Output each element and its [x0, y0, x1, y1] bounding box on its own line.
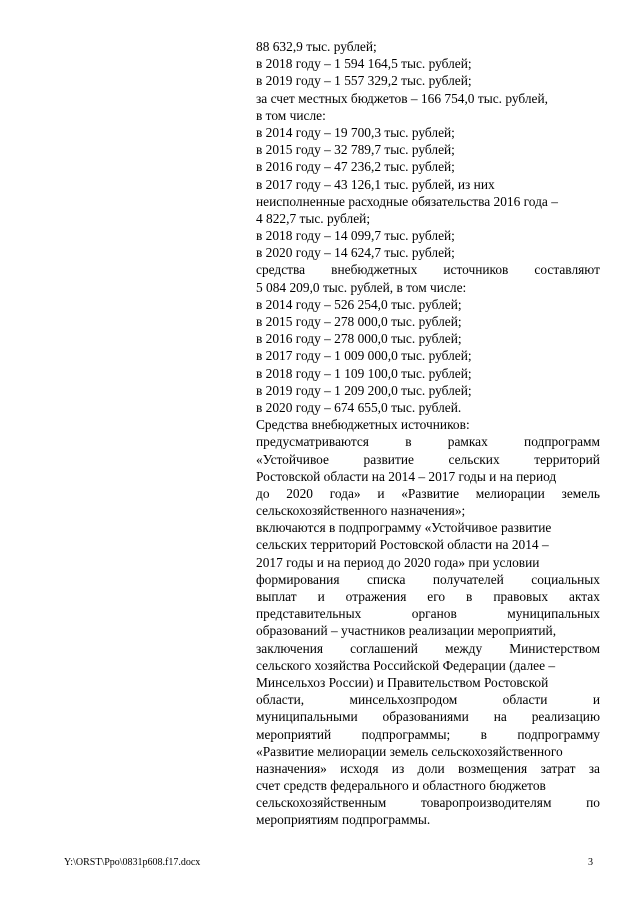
- body-word: 2020: [286, 485, 313, 501]
- body-line: в 2014 году – 526 254,0 тыс. рублей;: [256, 296, 462, 312]
- body-line: в 2018 году – 1 594 164,5 тыс. рублей;: [256, 56, 472, 72]
- body-word: назначения»: [256, 760, 327, 776]
- body-line: в 2018 году – 14 099,7 тыс. рублей;: [256, 228, 455, 244]
- body-word: Министерством: [509, 640, 600, 656]
- body-line: в 2016 году – 278 000,0 тыс. рублей;: [256, 331, 462, 347]
- footer-file-path: Y:\ORST\Ppo\0831p608.f17.docx: [64, 857, 201, 868]
- body-word: исходя: [340, 760, 379, 776]
- body-word: представительных: [256, 606, 362, 622]
- body-word: в: [466, 589, 473, 604]
- body-word: между: [445, 640, 483, 656]
- body-word: списка: [366, 571, 406, 587]
- body-word: получателей: [432, 571, 504, 587]
- body-line: 4 822,7 тыс. рублей;: [256, 210, 371, 226]
- body-line: в 2018 году – 1 109 100,0 тыс. рублей;: [256, 365, 472, 381]
- body-word: «Устойчивое: [256, 451, 329, 467]
- body-line: неисполненные расходные обязательства 2016 года –: [256, 193, 558, 209]
- body-word: в: [480, 726, 487, 742]
- body-line: образований – участников реализации мероприятий,: [256, 623, 557, 639]
- body-line: [256, 640, 600, 657]
- body-word: мелиорации: [475, 485, 545, 501]
- body-line: [256, 708, 600, 725]
- body-word: из: [391, 760, 405, 776]
- body-line: Ростовской области на 2014 – 2017 годы и на период: [256, 468, 557, 484]
- body-line: в 2019 году – 1 209 200,0 тыс. рублей;: [256, 382, 472, 398]
- body-line: 5 084 209,0 тыс. рублей, в том числе:: [256, 279, 467, 295]
- body-word: внебюджетных: [331, 262, 418, 278]
- body-line: сельского хозяйства Российской Федерации (далее –: [256, 657, 556, 673]
- body-word: и: [317, 589, 325, 604]
- body-line: Средства внебюджетных источников:: [256, 417, 470, 433]
- body-word: подпрограммы;: [361, 726, 451, 742]
- body-word: подпрограмм: [524, 434, 600, 450]
- body-word: до: [256, 485, 270, 501]
- body-word: мероприятий: [256, 726, 332, 742]
- body-word: образованиями: [382, 709, 469, 725]
- body-word: средства: [256, 262, 306, 278]
- body-line: [256, 760, 600, 777]
- body-line: [256, 433, 600, 450]
- body-word: органов: [411, 606, 457, 622]
- body-word: возмещения: [457, 760, 528, 776]
- body-word: сельских: [448, 451, 500, 467]
- body-line: [256, 588, 600, 605]
- body-word: по: [586, 795, 600, 811]
- body-word: социальных: [531, 571, 600, 587]
- body-word: «Развитие: [401, 485, 460, 501]
- body-text-column: [256, 38, 600, 829]
- body-word: затрат: [540, 760, 576, 776]
- body-word: области,: [256, 692, 305, 708]
- body-line: в 2017 году – 43 126,1 тыс. рублей, из них: [256, 176, 495, 192]
- body-line: «Развитие мелиорации земель сельскохозяйственного: [256, 743, 563, 759]
- body-line: [256, 726, 600, 743]
- body-line: [256, 451, 600, 468]
- body-word: и: [592, 692, 600, 708]
- body-word: рамках: [447, 434, 488, 450]
- body-word: заключения: [256, 640, 324, 656]
- body-word: составляют: [534, 262, 600, 278]
- body-word: реализацию: [531, 709, 600, 725]
- footer-page-number: 3: [588, 857, 593, 868]
- body-line: мероприятиям подпрограммы.: [256, 812, 431, 828]
- body-line: [256, 691, 600, 708]
- body-line: 88 632,9 тыс. рублей;: [256, 39, 377, 54]
- body-word: и: [377, 485, 385, 501]
- body-word: соглашений: [350, 640, 418, 656]
- body-word: в: [405, 434, 412, 450]
- body-word: за: [588, 760, 600, 776]
- body-line: счет средств федерального и областного бюджетов: [256, 778, 546, 794]
- body-word: земель: [561, 485, 600, 501]
- body-word: территорий: [534, 451, 600, 467]
- body-word: правовых: [493, 589, 549, 604]
- body-word: на: [493, 709, 507, 725]
- body-word: доли: [417, 760, 445, 776]
- body-line: в 2016 году – 47 236,2 тыс. рублей;: [256, 159, 455, 175]
- body-line: Минсельхоз России) и Правительством Ростовской: [256, 674, 549, 690]
- body-word: выплат: [256, 589, 297, 604]
- body-line: [256, 571, 600, 588]
- body-line: [256, 794, 600, 811]
- body-word: года»: [329, 485, 361, 501]
- body-word: товаропроизводителям: [420, 795, 552, 811]
- body-line: за счет местных бюджетов – 166 754,0 тыс. рублей,: [256, 90, 548, 106]
- body-line: [256, 605, 600, 622]
- body-word: муниципальными: [256, 709, 358, 725]
- body-word: предусматриваются: [256, 434, 369, 450]
- body-line: в 2014 году – 19 700,3 тыс. рублей;: [256, 124, 455, 140]
- body-word: муниципальных: [507, 606, 600, 622]
- body-line: в том числе:: [256, 107, 326, 123]
- body-word: источников: [443, 262, 509, 278]
- body-line: в 2019 году – 1 557 329,2 тыс. рублей;: [256, 73, 472, 89]
- body-word: развитие: [363, 451, 414, 467]
- body-line: 2017 годы и на период до 2020 года» при условии: [256, 554, 540, 570]
- body-line: [256, 261, 600, 278]
- body-line: сельскохозяйственного назначения»;: [256, 503, 466, 519]
- body-line: [256, 485, 600, 502]
- body-line: в 2015 году – 278 000,0 тыс. рублей;: [256, 314, 462, 329]
- body-word: сельскохозяйственным: [256, 795, 387, 811]
- body-line: сельских территорий Ростовской области на 2014 –: [256, 537, 549, 553]
- body-line: в 2015 году – 32 789,7 тыс. рублей;: [256, 142, 455, 158]
- body-line: в 2020 году – 14 624,7 тыс. рублей;: [256, 245, 455, 261]
- body-line: включаются в подпрограмму «Устойчивое развитие: [256, 520, 552, 536]
- body-word: минсельхозпродом: [349, 692, 458, 708]
- body-word: области: [502, 692, 548, 708]
- body-line: в 2020 году – 674 655,0 тыс. рублей.: [256, 399, 462, 415]
- body-word: формирования: [256, 571, 340, 587]
- body-word: отражения: [345, 589, 407, 604]
- body-word: подпрограмму: [517, 726, 600, 742]
- body-line: в 2017 году – 1 009 000,0 тыс. рублей;: [256, 348, 472, 364]
- body-word: его: [427, 589, 446, 604]
- body-word: актах: [569, 589, 600, 604]
